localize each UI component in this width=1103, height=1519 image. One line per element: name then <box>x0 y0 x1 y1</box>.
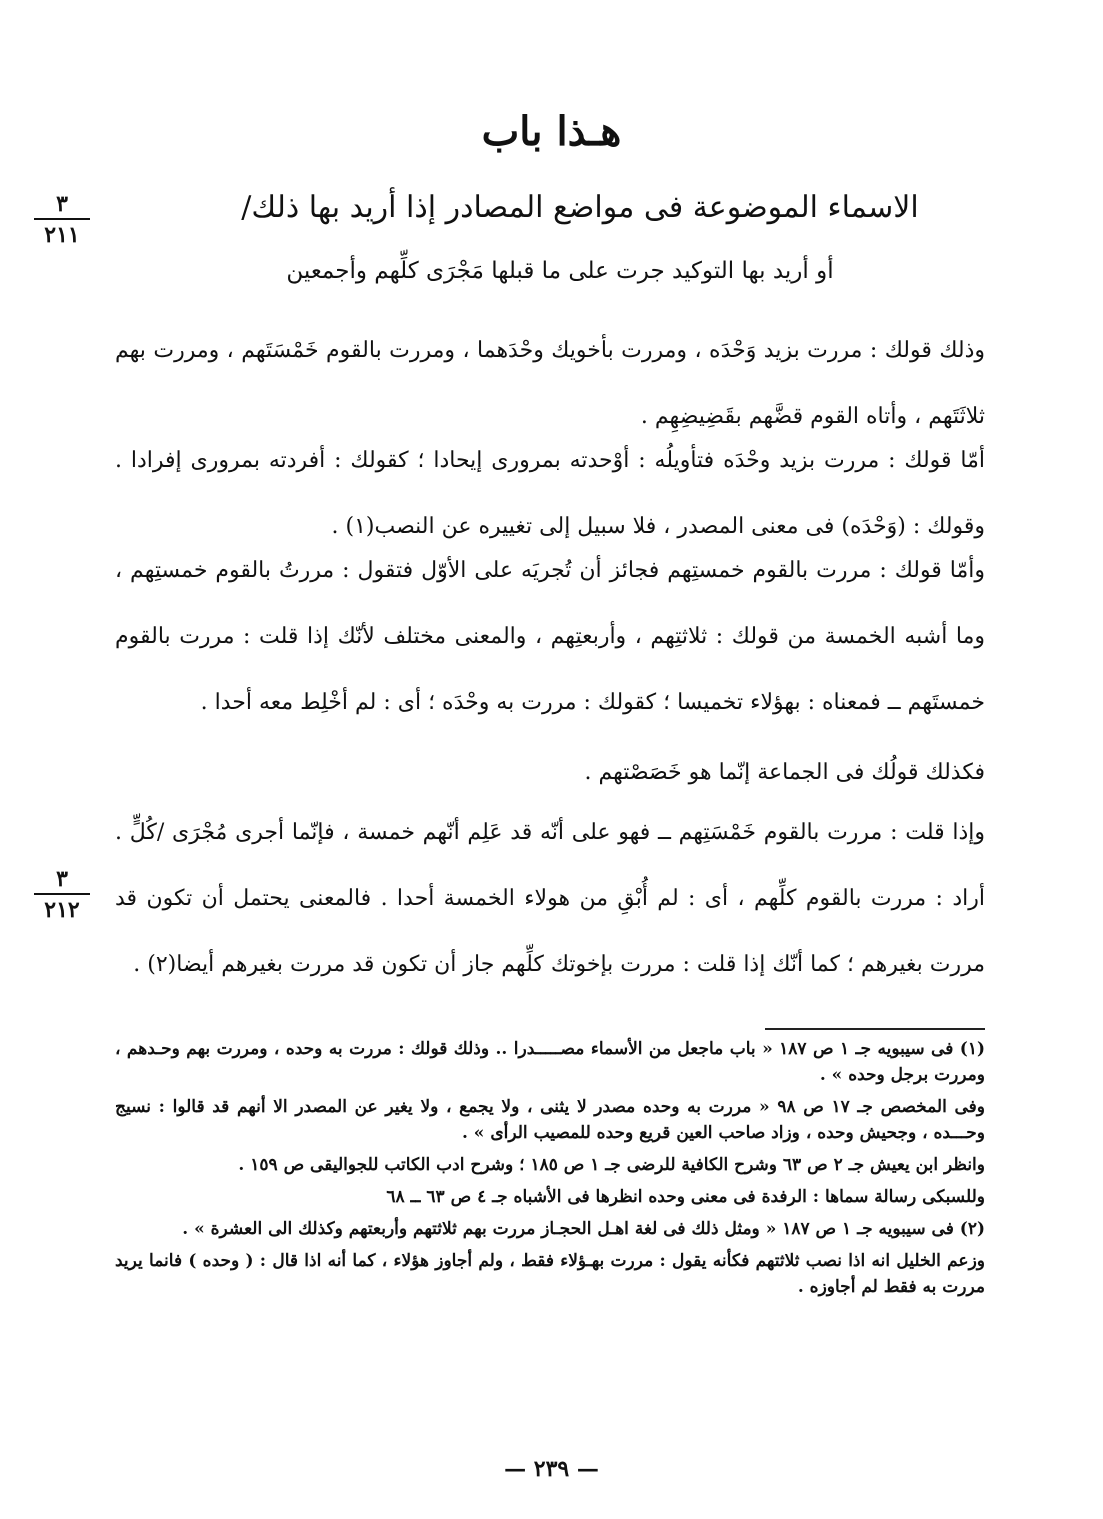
page-number: — ٢٣٩ — <box>504 1456 599 1482</box>
footnote-1-continued: وفى المخصص جـ ١٧ ص ٩٨ « مررت به وحده مصدر لا يثنى ، ولا يجمع ، ولا يغير عن المصدر الا أنهم قد قالوا : نسيج وحـــده ، وجحيش وحده ، وزاد صاحب العين قريع وحده للمصيب الرأى » . <box>115 1097 986 1143</box>
chapter-title-line-2: أو أريد بها التوكيد جرت على ما قبلها مَجْرَى كلِّهم وأجمعين <box>286 258 834 284</box>
footnote-1: (١) فى سيبويه جـ ١ ص ١٨٧ « باب ماجعل من الأسماء مصـــــدرا .. وذلك قولك : مررت به وحده ، ومررت بهم وحـدهم ، ومررت برجل وحده » . <box>115 1039 985 1085</box>
body-paragraph-1: وذلك قولك : مررت بزيد وَحْدَه ، ومررت بأخويك وحْدَهما ، ومررت بالقوم خَمْسَتَهم ، ومررت بهم ثلاثَتَهم ، وأتاه القوم قضَّهم بقَضِيضِهِم . <box>115 338 985 429</box>
footnote-separator <box>765 1028 985 1030</box>
margin-reference-volume: ٣ <box>56 191 68 217</box>
margin-reference-page: ٢١٢ <box>44 897 80 923</box>
body-paragraph-4: فكذلك قولُك فى الجماعة إنّما هو خَصَصْتهم . <box>584 760 985 785</box>
footnotes <box>115 1036 985 1306</box>
footnote-2-continued: وزعم الخليل انه اذا نصب ثلاثتهم فكأنه يقول : مررت بهـؤلاء فقط ، ولم أجاوز هؤلاء ، كما أنه اذا قال : ( وحده ) فانما يريد مررت به فقط لم أجاوزه . <box>115 1251 985 1297</box>
margin-reference-page: ٢١١ <box>44 222 80 248</box>
footnote-1-continued: وللسبكى رسالة سماها : الرفدة فى معنى وحده انظرها فى الأشباه جـ ٤ ص ٦٣ ــ ٦٨ <box>386 1187 985 1207</box>
footnote-2: (٢) فى سيبويه جـ ١ ص ١٨٧ « ومثل ذلك فى لغة اهـل الحجـاز مررت بهم ثلاثتهم وأربعتهم وكذلك الى العشرة » . <box>182 1219 985 1239</box>
body-paragraph-2: أمّا قولك : مررت بزيد وحْدَه فتأويلُه : أوْحدته بمرورى إيحادا ؛ كقولك : أفردته بمرورى إفرادا . وقولك : (وَحْدَه) فى معنى المصدر ، فلا سبيل إلى تغييره عن النصب(١) . <box>115 448 985 539</box>
margin-reference-volume: ٣ <box>56 866 68 892</box>
margin-reference-1 <box>30 193 94 246</box>
body-paragraph-5: وإذا قلت : مررت بالقوم خَمْسَتِهم ــ فهو على أنّه قد عَلِم أنّهم خمسة ، فإنّما أجرى مُجْرَى /كُلٍّ . أراد : مررت بالقوم كلِّهم ، أى : لم أُبْقِ من هولاء الخمسة أحدا . فالمعنى يحتمل أن تكون قد مررت بغيرهم ؛ كما أنّك إذا قلت : مررت بإخوتك كلِّهم جاز أن تكون قد مررت بغيرهم أيضا(٢) . <box>115 820 985 977</box>
body-paragraph-3: وأمّا قولك : مررت بالقوم خمستِهم فجائز أن تُجريَه على الأوّل فتقول : مررتُ بالقوم خمستِهم ، وما أشبه الخمسة من قولك : ثلاثتِهم ، وأربعتِهم ، والمعنى مختلف لأنّك إذا قلت : مررت بالقوم خمستَهم ــ فمعناه : بهؤلاء تخميسا ؛ كقولك : مررت به وحْدَه ؛ أى : لم أخْلِط معه أحدا . <box>115 558 985 715</box>
chapter-title-line-1: الاسماء الموضوعة فى مواضع المصادر إذا أريد بها ذلك/ <box>241 190 919 225</box>
margin-reference-2 <box>30 868 94 921</box>
footnote-1-continued: وانظر ابن يعيش جـ ٢ ص ٦٣ وشرح الكافية للرضى جـ ١ ص ١٨٥ ؛ وشرح ادب الكاتب للجواليقى ص ١٥٩ . <box>238 1155 985 1175</box>
chapter-heading: هـذا باب <box>481 108 622 155</box>
